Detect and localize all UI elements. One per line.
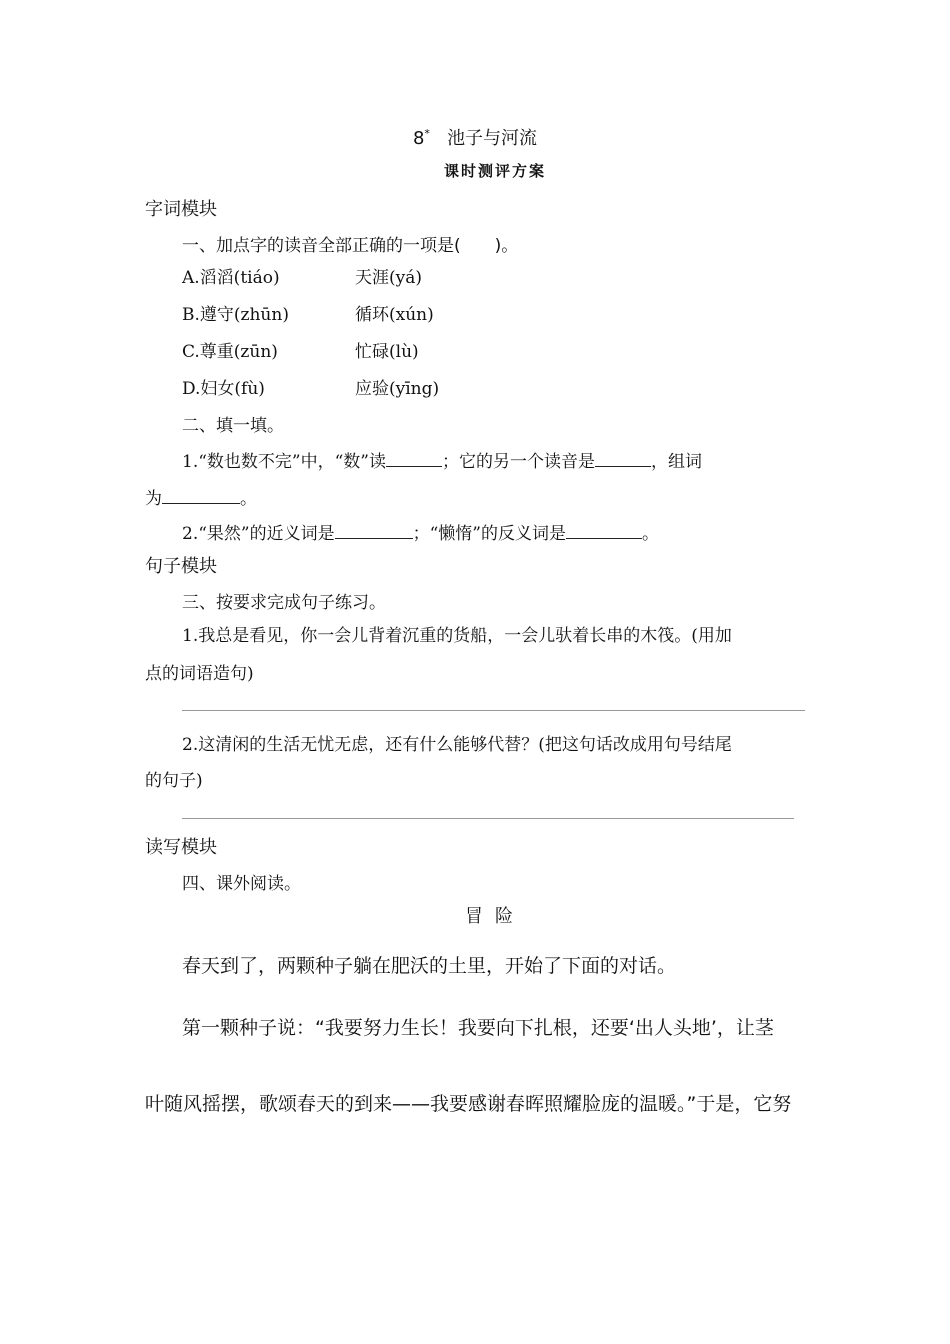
- lesson-name: 池子与河流: [447, 128, 538, 149]
- q2-item1-text-a: 1.“数也数不完”中，“数”读: [182, 452, 386, 472]
- q2-item1-text-b: ；它的另一个读音是: [441, 452, 595, 472]
- q2-item1-text-d: 为: [145, 489, 162, 509]
- q1-option-a-right: 天涯(yá): [355, 268, 423, 288]
- q2-item2-blank2[interactable]: [566, 520, 642, 539]
- q2-item2-blank1[interactable]: [335, 520, 413, 539]
- lesson-number: 8: [412, 128, 425, 149]
- q3-item2-answer-line[interactable]: [182, 818, 794, 819]
- q1-option-c-right: 忙碌(lù): [355, 342, 419, 362]
- q3-item1-line1: 1.我总是看见，你一会儿背着沉重的货船，一会儿驮着长串的木筏。(用加: [182, 626, 732, 646]
- q2-item1-blank3[interactable]: [162, 485, 240, 504]
- q1-option-d-left: D.妇女(fù): [182, 379, 265, 399]
- q2-heading: 二、填一填。: [182, 416, 284, 436]
- module-sentences: 句子模块: [145, 556, 217, 577]
- q2-item2-text-c: 。: [642, 524, 659, 544]
- story-para2-line1: 第一颗种子说：“我要努力生长！我要向下扎根，还要‘出人头地’，让茎: [182, 1017, 774, 1039]
- q2-item1-line1: [182, 447, 702, 472]
- module-reading: 读写模块: [145, 837, 217, 858]
- lesson-title: [0, 124, 950, 150]
- q3-item2-line1: 2.这清闲的生活无忧无虑，还有什么能够代替？(把这句话改成用句号结尾: [182, 735, 732, 755]
- story-para1: 春天到了，两颗种子躺在肥沃的土里，开始了下面的对话。: [182, 955, 677, 977]
- q3-heading: 三、按要求完成句子练习。: [182, 593, 386, 613]
- story-para2-line2: 叶随风摇摆，歌颂春天的到来——我要感谢春晖照耀脸庞的温暖。”于是，它努: [145, 1093, 792, 1115]
- q1-option-b-left: B.遵守(zhūn): [182, 305, 289, 325]
- q3-item1-answer-line[interactable]: [182, 710, 805, 711]
- q3-item1-line2: 点的词语造句): [145, 664, 254, 684]
- story-title: 冒险: [465, 906, 525, 927]
- lesson-mark: *: [424, 127, 430, 140]
- q2-item2-text-a: 2.“果然”的近义词是: [182, 524, 335, 544]
- q1-heading: 一、加点字的读音全部正确的一项是( )。: [182, 236, 519, 256]
- q2-item1-line2: [145, 484, 257, 509]
- q2-item1-text-e: 。: [240, 489, 257, 509]
- lesson-subtitle: 课时测评方案: [443, 162, 546, 180]
- q2-item1-text-c: ，组词: [650, 452, 702, 472]
- q3-item2-line2: 的句子): [145, 771, 203, 791]
- q1-option-d-right: 应验(yīng): [355, 379, 440, 399]
- q2-item1-blank1[interactable]: [386, 448, 442, 467]
- module-words: 字词模块: [145, 199, 217, 220]
- q2-item2-text-b: ；“懒惰”的反义词是: [412, 524, 566, 544]
- q4-heading: 四、课外阅读。: [182, 874, 301, 894]
- q1-option-b-right: 循环(xún): [355, 305, 434, 325]
- q2-item1-blank2[interactable]: [595, 448, 651, 467]
- q1-option-c-left: C.尊重(zūn): [182, 342, 278, 362]
- q1-option-a-left: A.滔滔(tiáo): [182, 268, 280, 288]
- q2-item2-line: [182, 519, 659, 544]
